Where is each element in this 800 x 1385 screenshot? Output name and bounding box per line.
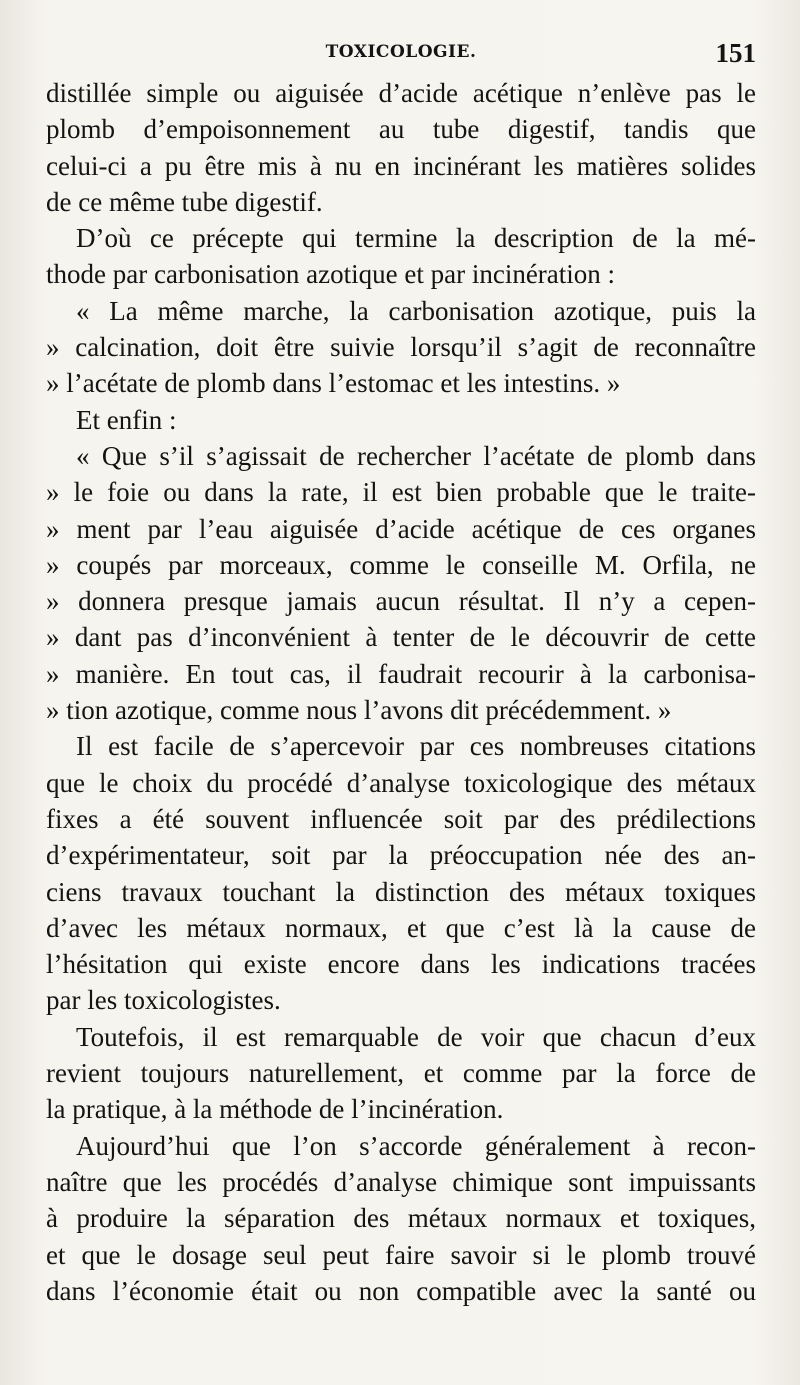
text-line: fixes a été souvent influencée soit par des prédilections	[46, 803, 756, 834]
text-line: la pratique, à la méthode de l’incinération.	[46, 1094, 504, 1125]
page-header	[46, 38, 756, 68]
text-line: » le foie ou dans la rate, il est bien probable que le traite-	[46, 477, 756, 508]
text-line: plomb d’empoisonnement au tube digestif, tandis que	[46, 114, 756, 145]
text-line: » calcination, doit être suivie lorsqu’il s’agit de reconnaître	[46, 332, 756, 363]
text-line: naître que les procédés d’analyse chimique sont impuissants	[46, 1166, 756, 1197]
text-line: ciens travaux touchant la distinction des métaux toxiques	[46, 876, 756, 907]
text-line: à produire la séparation des métaux normaux et toxiques,	[46, 1203, 756, 1234]
text-line: distillée simple ou aiguisée d’acide acétique n’enlève pas le	[46, 78, 756, 108]
text-line: que le choix du procédé d’analyse toxicologique des métaux	[46, 767, 756, 798]
text-line: de ce même tube digestif.	[46, 186, 323, 217]
page-number: 151	[715, 38, 756, 68]
text-line: » dant pas d’inconvénient à tenter de le découvrir de cette	[46, 622, 756, 653]
body-text	[46, 75, 756, 1309]
text-line: » coupés par morceaux, comme le conseille M. Orfila, ne	[46, 549, 756, 580]
text-line: dans l’économie était ou non compatible avec la santé ou	[46, 1275, 756, 1306]
text-line: celui-ci a pu être mis à nu en incinérant les matières solides	[46, 150, 756, 181]
text-line: Il est facile de s’apercevoir par ces nombreuses citations	[76, 731, 756, 762]
text-line: Aujourd’hui que l’on s’accorde généralement à recon-	[76, 1130, 756, 1161]
text-line: D’où ce précepte qui termine la description de la mé-	[76, 223, 756, 254]
text-line: » manière. En tout cas, il faudrait recourir à la carbonisa-	[46, 658, 756, 689]
text-line: et que le dosage seul peut faire savoir si le plomb trouvé	[46, 1239, 756, 1270]
text-line: d’avec les métaux normaux, et que c’est là la cause de	[46, 912, 756, 943]
text-line: Et enfin :	[76, 404, 177, 435]
text-line: » donnera presque jamais aucun résultat. Il n’y a cepen-	[46, 586, 756, 617]
text-line: « La même marche, la carbonisation azotique, puis la	[76, 295, 756, 326]
text-line: » tion azotique, comme nous l’avons dit précédemment. »	[46, 695, 672, 726]
text-line: Toutefois, il est remarquable de voir que chacun d’eux	[76, 1021, 756, 1052]
text-line: l’hésitation qui existe encore dans les indications tracées	[46, 949, 756, 980]
text-line: » ment par l’eau aiguisée d’acide acétique de ces organes	[46, 513, 756, 544]
text-line: revient toujours naturellement, et comme par la force de	[46, 1058, 756, 1089]
text-line: thode par carbonisation azotique et par incinération :	[46, 259, 616, 290]
text-line: par les toxicologistes.	[46, 985, 281, 1016]
text-line: « Que s’il s’agissait de rechercher l’acétate de plomb dans	[76, 440, 756, 471]
text-line: » l’acétate de plomb dans l’estomac et les intestins. »	[46, 368, 621, 399]
text-line: d’expérimentateur, soit par la préoccupation née des an-	[46, 840, 756, 871]
running-title: TOXICOLOGIE.	[325, 42, 477, 62]
